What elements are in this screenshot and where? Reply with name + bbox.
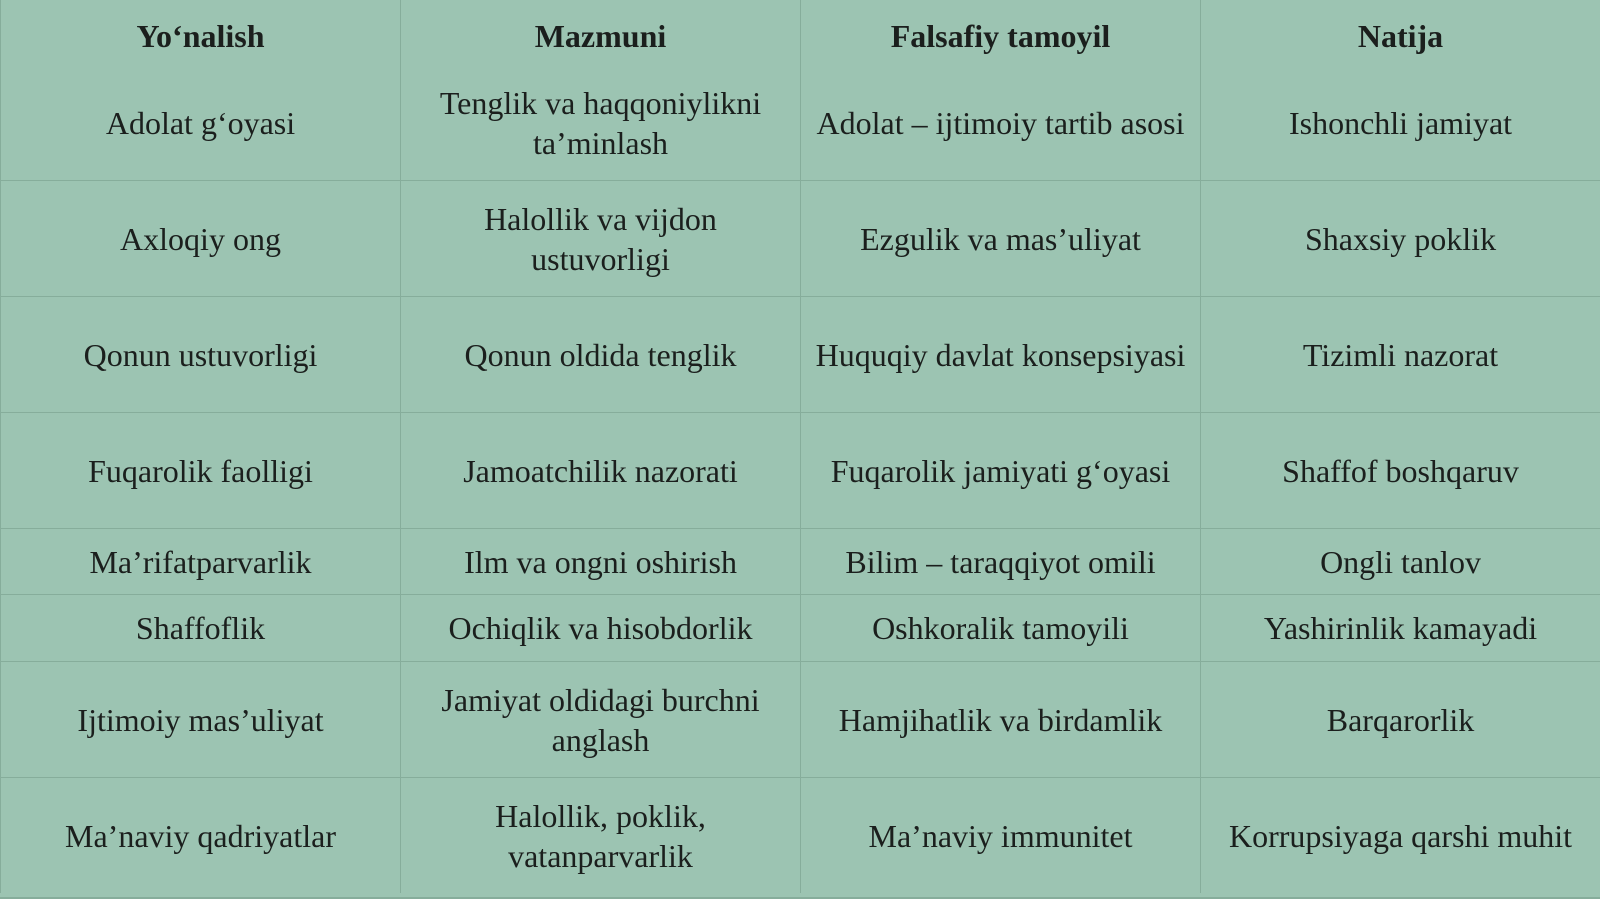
header-row <box>1 0 1600 66</box>
table-cell: Shaxsiy poklik <box>1201 181 1600 297</box>
table-cell: Jamoatchilik nazorati <box>401 413 801 529</box>
table-cell: Qonun ustuvorligi <box>1 297 401 413</box>
header-cell: Falsafiy tamoyil <box>801 0 1201 66</box>
table-cell: Halollik va vijdon ustuvorligi <box>401 181 801 297</box>
table-cell: Axloqiy ong <box>1 181 401 297</box>
table-cell: Ma’naviy qadriyatlar <box>1 778 401 894</box>
table-cell: Shaffoflik <box>1 595 401 662</box>
table-cell: Adolat – ijtimoiy tartib asosi <box>801 66 1201 181</box>
table-row <box>1 595 1600 662</box>
header-cell: Yo‘nalish <box>1 0 401 66</box>
table-cell: Ijtimoiy mas’uliyat <box>1 662 401 778</box>
table-cell: Halollik, poklik, vatanparvarlik <box>401 778 801 894</box>
table-cell: Bilim – taraqqiyot omili <box>801 529 1201 595</box>
table-cell: Jamiyat oldidagi burchni anglash <box>401 662 801 778</box>
table-cell: Ezgulik va mas’uliyat <box>801 181 1201 297</box>
table-row <box>1 66 1600 181</box>
table-row <box>1 778 1600 894</box>
header-cell: Natija <box>1201 0 1600 66</box>
table-cell: Barqarorlik <box>1201 662 1600 778</box>
table-cell: Qonun oldida tenglik <box>401 297 801 413</box>
table-cell: Fuqarolik faolligi <box>1 413 401 529</box>
table-cell: Huquqiy davlat konsepsiyasi <box>801 297 1201 413</box>
table-cell: Yashirinlik kamayadi <box>1201 595 1600 662</box>
table-cell: Ishonchli jamiyat <box>1201 66 1600 181</box>
table-row <box>1 297 1600 413</box>
table-row <box>1 413 1600 529</box>
table-cell: Hamjihatlik va birdamlik <box>801 662 1201 778</box>
table-cell: Ilm va ongni oshirish <box>401 529 801 595</box>
table-cell: Tizimli nazorat <box>1201 297 1600 413</box>
table-cell: Ma’rifatparvarlik <box>1 529 401 595</box>
table-cell: Oshkoralik tamoyili <box>801 595 1201 662</box>
table-row <box>1 181 1600 297</box>
table-cell: Adolat g‘oyasi <box>1 66 401 181</box>
table-cell: Shaffof boshqaruv <box>1201 413 1600 529</box>
table-cell: Ma’naviy immunitet <box>801 778 1201 894</box>
table-cell: Fuqarolik jamiyati g‘oyasi <box>801 413 1201 529</box>
table-cell: Ongli tanlov <box>1201 529 1600 595</box>
table-row <box>1 529 1600 595</box>
header-cell: Mazmuni <box>401 0 801 66</box>
table-cell: Korrupsiyaga qarshi muhit <box>1201 778 1600 894</box>
table-cell: Ochiqlik va hisobdorlik <box>401 595 801 662</box>
table-cell: Tenglik va haqqoniylikni ta’minlash <box>401 66 801 181</box>
table-row <box>1 662 1600 778</box>
